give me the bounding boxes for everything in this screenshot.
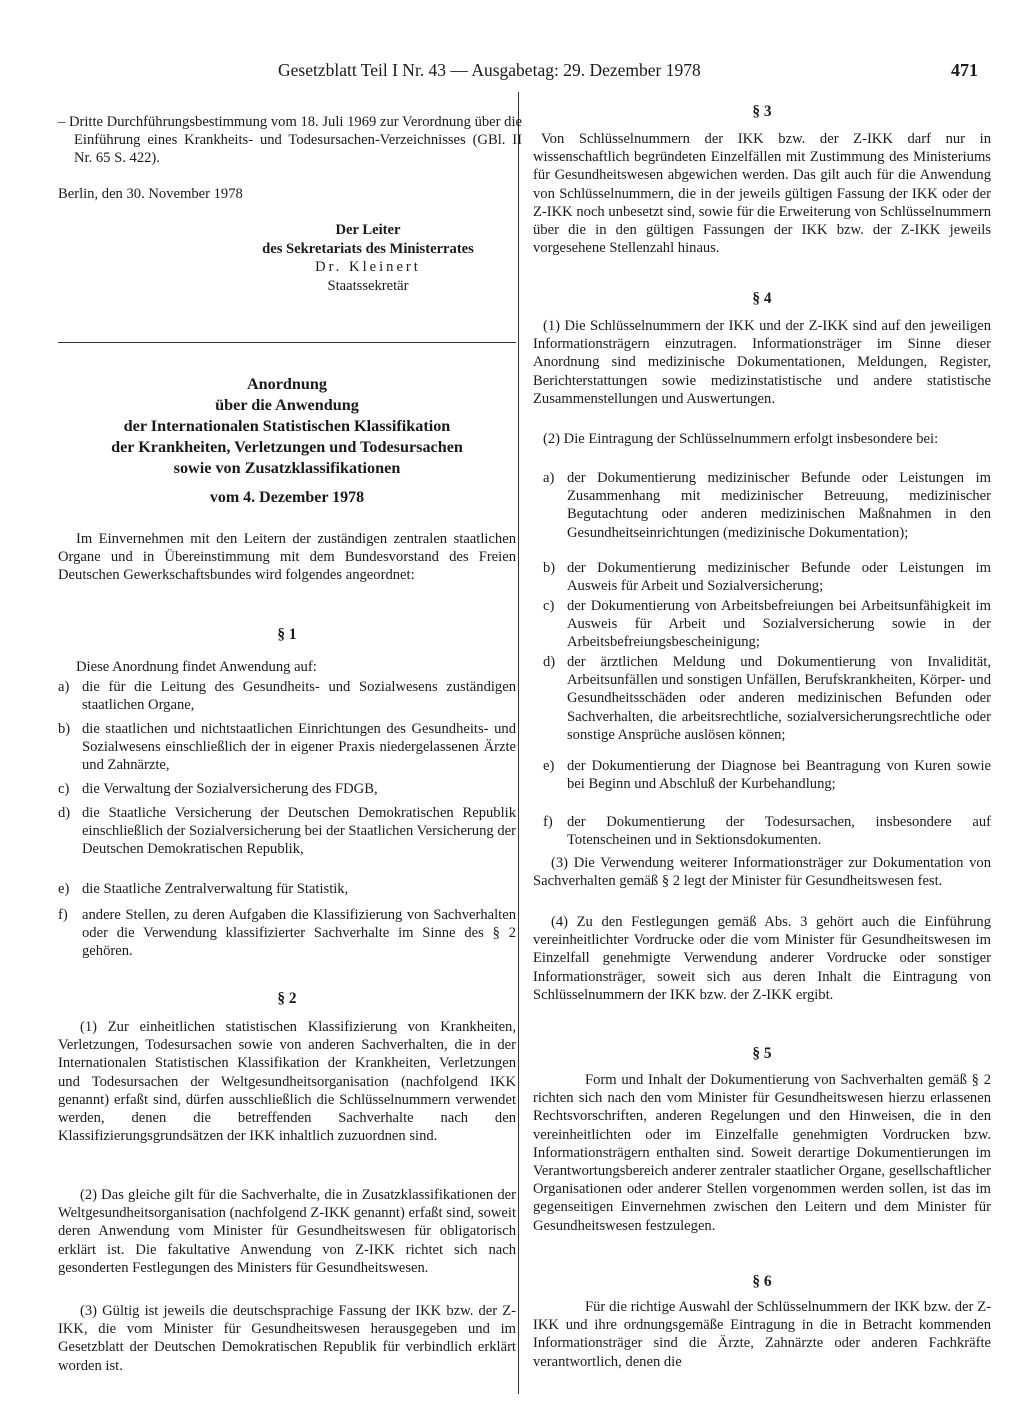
paragraph-1-heading: § 1 [277, 626, 297, 643]
section-rule [58, 342, 516, 343]
paragraph-6-text: Für die richtige Auswahl der Schlüsselnummern der IKK bzw. der Z-IKK und ihre ordnungsgemäße Eintragung in die in Betracht kommenden Informationsträger sind die Ärzte, Zahnärzte oder anderen Fachkräfte verantwortlich, denen die [533, 1299, 991, 1370]
signature-name: Dr. Kleinert [315, 259, 421, 275]
item-label: b) [58, 721, 71, 737]
paragraph-5-heading: § 5 [752, 1045, 772, 1062]
preamble: Im Einvernehmen mit den Leitern der zuständigen zentralen staatlichen Organe und in Übereinstimmung mit dem Bundesvorstand des Freien Deutschen Gewerkschaftsbundes wird folgendes angeordnet: [58, 531, 516, 584]
item-label: e) [543, 758, 555, 774]
item-text: die Staatliche Zentralverwaltung für Statistik, [82, 881, 349, 897]
item-text: der ärztlichen Meldung und Dokumentierung von Invalidität, Arbeitsunfällen und sonstigen Unfällen, Berufskrankheiten, Körper- und Gesundheitsschäden oder anderen medizinischen Befunden oder Sachverhalten, die arbeitsrechtliche, sozialversicherungsrechtliche oder sonstige Ansprüche auslösen können; [567, 654, 991, 743]
paragraph-4-section-3: (3) Die Verwendung weiterer Informationsträger zur Dokumentation von Sachverhalten gemäß § 2 legt der Minister für Gesundheitswesen fest. [533, 855, 991, 890]
paragraph-1-item-b [58, 720, 516, 775]
decree-date: vom 4. Dezember 1978 [209, 489, 365, 506]
paragraph-4-item-e [543, 757, 991, 793]
paragraph-4-item-d [543, 653, 991, 744]
item-label: a) [543, 470, 555, 486]
paragraph-5-text: Form und Inhalt der Dokumentierung von Sachverhalten gemäß § 2 richten sich nach den vom Minister für Gesundheitswesen hierzu erlassenen Rechtsvorschriften, anderen Regelungen und den Hinweisen, die in den vereinheitlichten oder im Einzelfalle genehmigten Vordrucken bzw. Informationsträgern enthalten sind. Soweit derartige Dokumentierungen im Verantwortungsbereich anderer zentraler staatlicher Organe, gesellschaftlicher Organisationen oder anderer Stellen vorgenommen werden sollen, ist das im gegenseitigen Einvernehmen zwischen den Leitern und dem Minister für Gesundheitswesen festzulegen. [533, 1072, 991, 1234]
page-header [278, 60, 978, 84]
signature-title-line1: Der Leiter [335, 222, 401, 238]
paragraph-3-text: Von Schlüsselnummern der IKK bzw. der Z-IKK darf nur in wissenschaftlich begründeten Einzelfällen mit Zustimmung des Ministeriums für Gesundheitswesen abgewichen werden. Das gilt auch für die Anwendung von Schlüsselnummern, die in der jeweils gültigen Fassung der IKK oder der Z-IKK noch unbesetzt sind, sowie für die Erweiterung von Schlüsselnummern über die in den gültigen Fassungen der IKK bzw. der Z-IKK jeweils vorgesehene Stellenzahl hinaus. [533, 131, 991, 257]
signature-title-line2: des Sekretariats des Ministerrates [262, 240, 474, 257]
item-label: f) [58, 907, 68, 923]
header-title: Gesetzblatt Teil I Nr. 43 — Ausgabetag: 29. Dezember 1978 [278, 60, 701, 80]
decree-title-line: der Internationalen Statistischen Klassifikation [123, 417, 451, 435]
item-text: die für die Leitung des Gesundheits- und Sozialwesens zuständigen staatlichen Organe, [82, 679, 516, 714]
item-text: der Dokumentierung der Todesursachen, insbesondere auf Totenscheinen und in Sektionsdokumenten. [567, 814, 991, 849]
paragraph-2-heading: § 2 [277, 990, 297, 1007]
decree-title [58, 374, 516, 479]
item-label: d) [543, 654, 556, 670]
paragraph-1-item-d [58, 804, 516, 859]
paragraph-4-section-4: (4) Zu den Festlegungen gemäß Abs. 3 gehört auch die Einführung vereinheitlichter Vordrucke oder die vom Minister für Gesundheitswesen im Einzelfall genehmigte Verwendung anderer Vordrucke oder sonstiger Informationsträger, soweit sich aus deren Inhalt die Eintragung von Schlüsselnummern der IKK bzw. der Z-IKK ergibt. [533, 914, 991, 1003]
paragraph-4-section-1: (1) Die Schlüsselnummern der IKK und der Z-IKK sind auf den jeweiligen Informationsträgern einzutragen. Informationsträger im Sinne dieser Anordnung sind medizinische Dokumentationen, Meldungen, Register, Berichterstattungen sowie medizinstatistische und andere statistische Zusammenstellungen und Auswertungen. [533, 318, 991, 407]
paragraph-4-item-b [543, 559, 991, 595]
decree-title-line: der Krankheiten, Verletzungen und Todesursachen [111, 438, 463, 456]
decree-title-line: Anordnung [246, 375, 328, 393]
item-text: die staatlichen und nichtstaatlichen Einrichtungen des Gesundheits- und Sozialwesens einschließlich der in eigener Praxis niedergelassenen Ärzte und Zahnärzte, [82, 721, 516, 774]
item-text: die Staatliche Versicherung der Deutschen Demokratischen Republik einschließlich der Sozialversicherung bei der Staatlichen Versicherung der Deutschen Demokratischen Republik, [82, 805, 516, 858]
item-label: c) [543, 598, 555, 614]
paragraph-1-item-a [58, 678, 516, 714]
paragraph-2-section-2: (2) Das gleiche gilt für die Sachverhalte, die in Zusatzklassifikationen der Weltgesundheitsorganisation (nachfolgend Z-IKK genannt) erfaßt sind, soweit deren Anwendung vom Minister für Gesundheitswesen für obligatorisch erklärt ist. Die fakultative Anwendung von Z-IKK richtet sich nach gesonderten Festlegungen des Ministers für Gesundheitswesen. [58, 1187, 516, 1276]
paragraph-4-item-c [543, 597, 991, 652]
paragraph-4-section-2-intro: (2) Die Eintragung der Schlüsselnummern erfolgt insbesondere bei: [543, 431, 939, 447]
paragraph-1-item-e [58, 880, 516, 898]
intro-list-item: – Dritte Durchführungsbestimmung vom 18. Juli 1969 zur Verordnung über die Einführung eines Krankheits- und Todesursachen-Verzeichnisses (GBl. II Nr. 65 S. 422). [58, 114, 522, 167]
paragraph-4-item-f [543, 813, 991, 849]
paragraph-2-section-3: (3) Gültig ist jeweils die deutschsprachige Fassung der IKK bzw. der Z-IKK, die vom Minister für Gesundheitswesen herausgegeben und im Gesetzblatt der Deutschen Demokratischen Republik für verbindlich erklärt worden ist. [58, 1303, 516, 1374]
page-number: 471 [951, 60, 978, 80]
item-label: c) [58, 781, 70, 797]
item-text: der Dokumentierung medizinischer Befunde oder Leistungen im Ausweis für Arbeit und Sozialversicherung; [567, 560, 991, 595]
item-text: der Dokumentierung der Diagnose bei Beantragung von Kuren sowie bei Beginn und Abschluß der Kurbehandlung; [567, 758, 991, 793]
paragraph-3-heading: § 3 [752, 103, 772, 120]
decree-title-line: sowie von Zusatzklassifikationen [173, 459, 401, 477]
item-text: die Verwaltung der Sozialversicherung des FDGB, [82, 781, 378, 797]
signature-block [188, 221, 548, 295]
paragraph-2-section-1: (1) Zur einheitlichen statistischen Klassifizierung von Krankheiten, Verletzungen, Todesursachen sowie von anderen Sachverhalten, die in der Internationalen Statistischen Klassifikation der Krankheiten, Verletzungen und Todesursachen der Weltgesundheitsorganisation (nachfolgend IKK genannt) erfaßt sind, dürfen ausschließlich die Schlüsselnummern verwendet werden, denen die betreffenden Sachverhalte nach den Klassifizierungsgrundsätzen der IKK inhaltlich zuzuordnen sind. [58, 1019, 516, 1145]
paragraph-6-heading: § 6 [752, 1273, 772, 1290]
decree-title-line: über die Anwendung [215, 396, 359, 414]
place-date: Berlin, den 30. November 1978 [58, 186, 243, 202]
item-label: d) [58, 805, 71, 821]
paragraph-1-item-f [58, 906, 516, 961]
paragraph-4-heading: § 4 [752, 290, 772, 307]
item-label: f) [543, 814, 553, 830]
item-text: der Dokumentierung von Arbeitsbefreiungen bei Arbeitsunfähigkeit im Ausweis für Arbeit und Sozialversicherung sowie in der Arbeitsbefreiungsbescheinigung; [567, 598, 991, 651]
item-label: e) [58, 881, 70, 897]
paragraph-1-intro: Diese Anordnung findet Anwendung auf: [76, 659, 317, 675]
item-text: der Dokumentierung medizinischer Befunde oder Leistungen im Zusammenhang mit medizinischer Betreuung, medizinischer Begutachtung oder anderen medizinischen Maßnahmen in den Gesundheitseinrichtungen (medizinische Dokumentation); [567, 470, 991, 541]
paragraph-4-item-a [543, 469, 991, 542]
item-label: b) [543, 560, 556, 576]
item-text: andere Stellen, zu deren Aufgaben die Klassifizierung von Sachverhalten oder die Verwendung klassifizierter Sachverhalte im Sinne des § 2 gehören. [82, 907, 516, 960]
paragraph-1-item-c [58, 780, 516, 798]
signature-role: Staatssekretär [327, 277, 409, 294]
item-label: a) [58, 679, 70, 695]
